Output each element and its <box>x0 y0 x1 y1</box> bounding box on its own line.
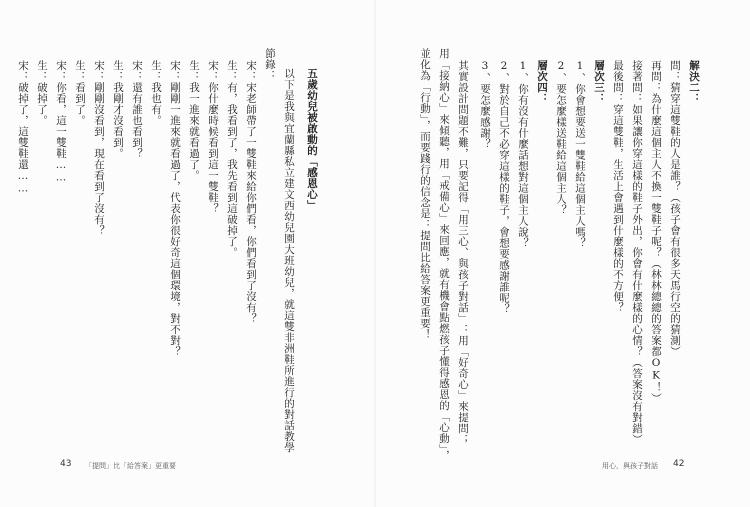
list-item: 2、對於自己不必穿這樣的鞋子，會想要感謝誰呢？ <box>498 60 510 315</box>
running-footer-right: 用心，與孩子對話 <box>602 462 658 470</box>
dialogue-line: 宋：剛剛一進來就看過了，代表你很好奇這個環境，對不對？ <box>169 60 181 357</box>
paragraph-line: 並化為「行動」，而要踐行的信念是：提問比給答案更重要！ <box>419 48 431 340</box>
paragraph-line: 其實設計問題不難，只要記得「用三心、與孩子對話」：用「好奇心」來提問； <box>457 60 469 445</box>
dialogue-line: 生：我也有。 <box>150 60 162 126</box>
paragraph-line: 節錄： <box>264 48 276 81</box>
list-item: 2、要怎麼樣送鞋給這個主人？ <box>555 60 567 216</box>
dialogue-line: 宋：剛剛沒看到，現在看到了沒有？ <box>93 60 105 236</box>
page-number-right: 42 <box>673 459 685 469</box>
heading-level-3: 層次三： <box>593 60 605 104</box>
book-gutter <box>374 0 376 507</box>
section-title: 五歲幼兒被啟動的「感恩心」 <box>306 68 318 211</box>
dialogue-line: 宋：你什麼時候看到這一雙鞋？ <box>207 60 219 214</box>
heading-level-2: 解決二： <box>688 60 700 104</box>
paragraph-line: 以下是我與宜蘭縣私立建文西幼兒園大班幼兒，就這雙非洲鞋所進行的對話教學 <box>283 68 295 453</box>
dialogue-line: 生：我一進來就看過了。 <box>188 60 200 181</box>
list-item: 1、你有沒有什麼話想對這個主人說？ <box>517 60 529 249</box>
dialogue-line: 宋：破掉了，這雙鞋還…… <box>17 60 29 195</box>
dialogue-line: 生：我剛才沒看到。 <box>112 60 124 159</box>
paragraph-line: 最後問：穿這雙鞋，生活上會遇到什麼樣的不方便？ <box>612 60 624 313</box>
dialogue-line: 宋：宋老師帶了一雙鞋來給你們看，你們看到了沒有？ <box>245 60 257 324</box>
paragraph-line: 接著問：如果讓你穿這樣的鞋子外出，你會有什麼樣的心情？（答案沒有對錯） <box>631 60 643 445</box>
paragraph-line: 問：猜穿這雙鞋的人是誰？（孩子會有很多天馬行空的猜測） <box>669 60 681 357</box>
page-number-left: 43 <box>60 459 72 469</box>
dialogue-line: 生：破掉了。 <box>36 60 48 126</box>
paragraph-line: 再問：為什麼這個主人不換一雙鞋子呢？（林林總總的答案都OK！） <box>650 60 662 404</box>
dialogue-line: 生：看到了。 <box>74 60 86 126</box>
dialogue-line: 生：有，我看到了，我先看到這破掉了。 <box>226 60 238 258</box>
heading-level-4: 層次四： <box>536 60 548 104</box>
dialogue-line: 宋：你看，這一雙鞋…… <box>55 60 67 184</box>
list-item: 3、要怎麼感謝？ <box>479 60 491 150</box>
paragraph-line: 用「接納心」來傾聽，用「戒備心」來回應，就有機會點燃孩子懂得感恩的「心動」， <box>438 48 450 461</box>
running-footer-left: 「提問」比「給答案」更重要 <box>85 462 176 470</box>
dialogue-line: 宋：還有誰也看到？ <box>131 60 143 159</box>
list-item: 1、你會想要送一雙鞋給這個主人嗎？ <box>574 60 586 249</box>
